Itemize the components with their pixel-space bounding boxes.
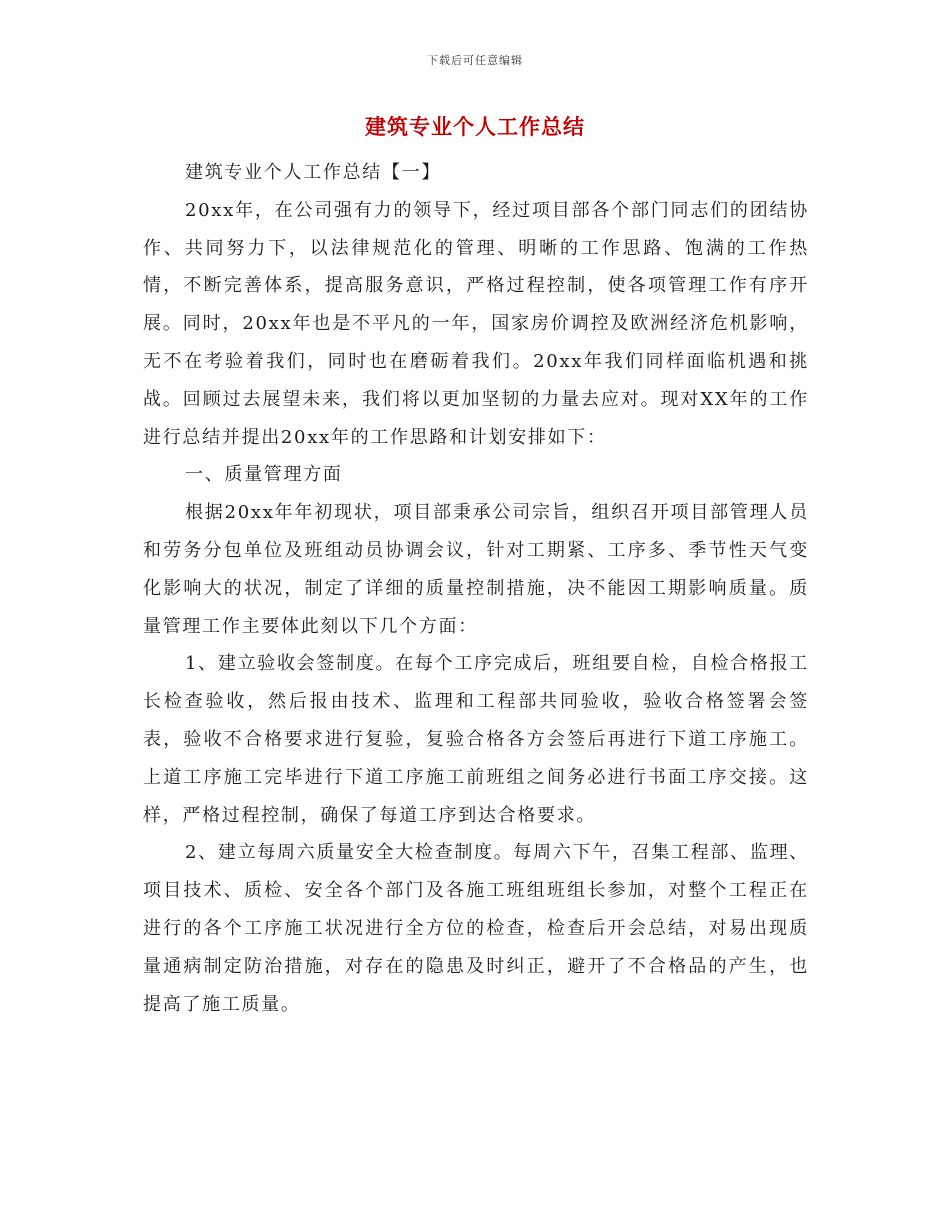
section-heading: 建筑专业个人工作总结【一】: [185, 162, 442, 183]
paragraph: 根据20xx年年初现状，项目部秉承公司宗旨，组织召开项目部管理人员和劳务分包单位及班组动员协调会议，针对工期紧、工序多、季节性天气变化影响大的状况，制定了详细的质量控制措施，决不能因工期影响质量。质量管理工作主要体此刻以下几个方面：: [143, 502, 809, 637]
document-body: [143, 154, 809, 1023]
header-note: 下载后可任意编辑: [427, 54, 523, 67]
paragraph: 20xx年，在公司强有力的领导下，经过项目部各个部门同志们的团结协作、共同努力下，以法律规范化的管理、明晰的工作思路、饱满的工作热情，不断完善体系，提高服务意识，严格过程控制，使各项管理工作有序开展。同时，20xx年也是不平凡的一年，国家房价调控及欧洲经济危机影响，无不在考验着我们，同时也在磨砺着我们。20xx年我们同样面临机遇和挑战。回顾过去展望未来，我们将以更加坚韧的力量去应对。现对XX年的工作进行总结并提出20xx年的工作思路和计划安排如下：: [143, 199, 809, 448]
document-title: 建筑专业个人工作总结: [365, 114, 585, 139]
list-item: 2、建立每周六质量安全大检查制度。每周六下午，召集工程部、监理、项目技术、质检、安全各个部门及各施工班组班组长参加，对整个工程正在进行的各个工序施工状况进行全方位的检查，检查后开会总结，对易出现质量通病制定防治措施，对存在的隐患及时纠正，避开了不合格品的产生，也提高了施工质量。: [143, 842, 809, 1015]
subsection-heading: 一、质量管理方面: [185, 464, 343, 486]
list-item: 1、建立验收会签制度。在每个工序完成后，班组要自检，自检合格报工长检查验收，然后报由技术、监理和工程部共同验收，验收合格签署会签表，验收不合格要求进行复验，复验合格各方会签后再进行下道工序施工。上道工序施工完毕进行下道工序施工前班组之间务必进行书面工序交接。这样，严格过程控制，确保了每道工序到达合格要求。: [143, 653, 809, 826]
